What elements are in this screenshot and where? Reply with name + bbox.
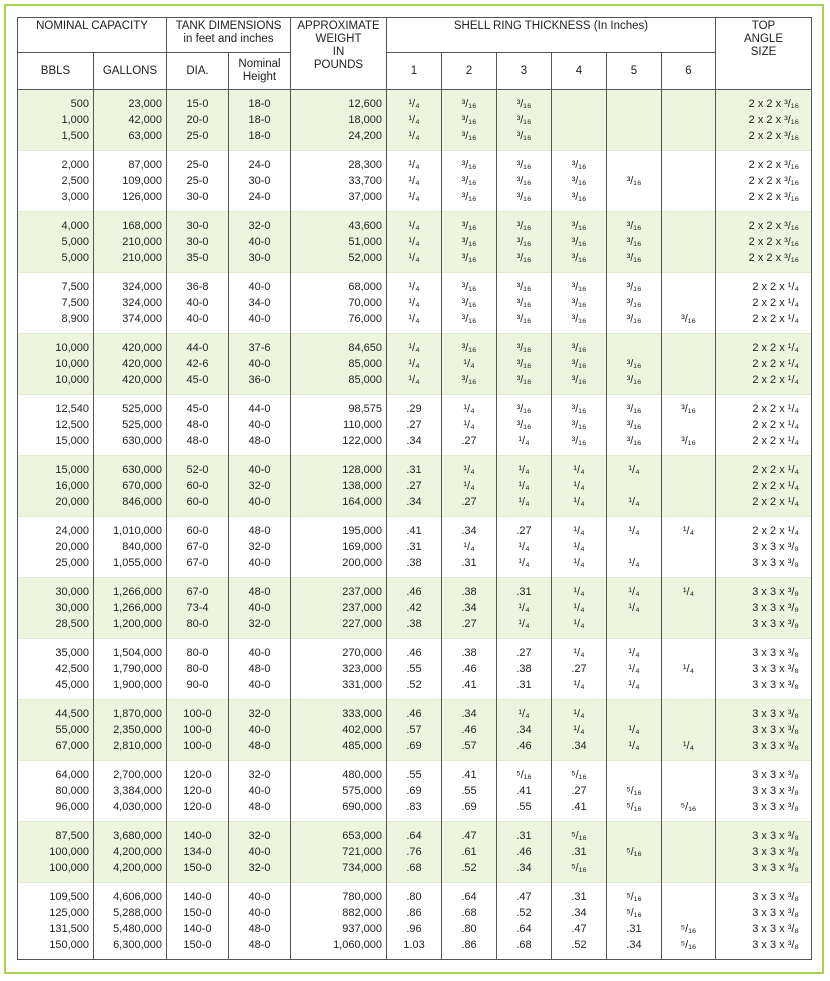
ring-3-cell: ⁵/₁₆ .41 .55 — [497, 761, 552, 822]
nominal-height-header: Nominal Height — [229, 53, 291, 90]
gallons-cell: 630,000 670,000 846,000 — [94, 456, 167, 517]
ring-4-cell: ⁵/₁₆ .27 .41 — [552, 761, 607, 822]
ring-6-cell — [662, 212, 716, 273]
diameter-cell: 67-0 73-4 80-0 — [167, 578, 229, 639]
diameter-cell: 45-0 48-0 48-0 — [167, 395, 229, 456]
ring-6-cell — [662, 456, 716, 517]
ring-1-cell: .46 .55 .52 — [387, 639, 442, 700]
approximate-weight-header: APPROXIMATE WEIGHT IN POUNDS — [291, 18, 387, 90]
ring-2-cell: ¹/₄ ¹/₄ .27 — [442, 395, 497, 456]
top-angle-cell: 3 x 3 x ³/₈ 3 x 3 x ³/₈ 3 x 3 x ³/₈ — [716, 639, 812, 700]
ring-2-cell: ³/₁₆ ³/₁₆ ³/₁₆ — [442, 90, 497, 151]
ring-3-cell: ³/₁₆ ³/₁₆ ³/₁₆ — [497, 334, 552, 395]
top-angle-size-header: TOP ANGLE SIZE — [716, 18, 812, 90]
ring-5-cell: ⁵/₁₆ — [607, 822, 662, 883]
ring-5-cell: ³/₁₆ ³/₁₆ ³/₁₆ — [607, 212, 662, 273]
gallons-cell: 525,000 525,000 630,000 — [94, 395, 167, 456]
top-angle-cell: 2 x 2 x ¹/₄ 2 x 2 x ¹/₄ 2 x 2 x ¹/₄ — [716, 334, 812, 395]
ring-4-cell: ³/₁₆ ³/₁₆ ³/₁₆ — [552, 395, 607, 456]
diameter-cell: 60-0 67-0 67-0 — [167, 517, 229, 578]
ring-1-cell: .29 .27 .34 — [387, 395, 442, 456]
weight-cell: 68,000 70,000 76,000 — [291, 273, 387, 334]
ring-3-cell: .31 .46 .34 — [497, 822, 552, 883]
table-row-group — [18, 822, 812, 883]
diameter-cell: 120-0 120-0 120-0 — [167, 761, 229, 822]
ring-6-cell: ³/₁₆ ³/₁₆ — [662, 395, 716, 456]
gallons-cell: 87,000 109,000 126,000 — [94, 151, 167, 212]
ring-5-cell — [607, 90, 662, 151]
shell-ring-thickness-header: SHELL RING THICKNESS (In Inches) — [387, 18, 716, 53]
gallons-cell: 168,000 210,000 210,000 — [94, 212, 167, 273]
bbls-cell: 15,000 16,000 20,000 — [18, 456, 94, 517]
table-row-group — [18, 334, 812, 395]
gallons-cell: 420,000 420,000 420,000 — [94, 334, 167, 395]
ring-2-cell: .34 ¹/₄ .31 — [442, 517, 497, 578]
top-angle-cell: 3 x 3 x ³/₈ 3 x 3 x ³/₈ 3 x 3 x ³/₈ — [716, 578, 812, 639]
top-angle-cell: 3 x 3 x ³/₈ 3 x 3 x ³/₈ 3 x 3 x ³/₈ — [716, 822, 812, 883]
ring-4-cell: ¹/₄ ¹/₄ ¹/₄ — [552, 578, 607, 639]
diameter-header: DIA. — [167, 53, 229, 90]
ring-3-cell: .27 .38 .31 — [497, 639, 552, 700]
table-row-group — [18, 761, 812, 822]
ring-5-cell: ¹/₄ ¹/₄ — [607, 578, 662, 639]
ring-2-cell: ³/₁₆ ³/₁₆ ³/₁₆ — [442, 151, 497, 212]
ring-3-cell: ³/₁₆ ³/₁₆ ³/₁₆ — [497, 273, 552, 334]
top-angle-cell: 2 x 2 x ¹/₄ 2 x 2 x ¹/₄ 2 x 2 x ¹/₄ — [716, 273, 812, 334]
ring-4-header: 4 — [552, 53, 607, 90]
table-row-group — [18, 883, 812, 960]
ring-6-cell — [662, 151, 716, 212]
height-cell: 40-0 48-0 40-0 — [229, 639, 291, 700]
table-row-group — [18, 212, 812, 273]
ring-2-cell: ¹/₄ ¹/₄ .27 — [442, 456, 497, 517]
height-cell: 32-0 40-0 32-0 — [229, 822, 291, 883]
ring-1-cell: .46 .42 .38 — [387, 578, 442, 639]
bbls-cell: 87,500 100,000 100,000 — [18, 822, 94, 883]
ring-3-cell: ³/₁₆ ³/₁₆ ³/₁₆ — [497, 212, 552, 273]
diameter-cell: 44-0 42-6 45-0 — [167, 334, 229, 395]
gallons-cell: 3,680,000 4,200,000 4,200,000 — [94, 822, 167, 883]
weight-cell: 195,000 169,000 200,000 — [291, 517, 387, 578]
weight-cell: 28,300 33,700 37,000 — [291, 151, 387, 212]
table-row-group — [18, 456, 812, 517]
ring-5-cell: ³/₁₆ ³/₁₆ ³/₁₆ — [607, 273, 662, 334]
diameter-cell: 80-0 80-0 90-0 — [167, 639, 229, 700]
ring-5-cell: ³/₁₆ — [607, 151, 662, 212]
gallons-cell: 1,010,000 840,000 1,055,000 — [94, 517, 167, 578]
weight-cell: 84,650 85,000 85,000 — [291, 334, 387, 395]
ring-6-cell — [662, 334, 716, 395]
weight-cell: 237,000 237,000 227,000 — [291, 578, 387, 639]
ring-5-cell: ⁵/₁₆ ⁵/₁₆ .31 .34 — [607, 883, 662, 960]
diameter-cell: 30-0 30-0 35-0 — [167, 212, 229, 273]
ring-3-cell: ³/₁₆ ³/₁₆ ³/₁₆ — [497, 151, 552, 212]
height-cell: 40-0 34-0 40-0 — [229, 273, 291, 334]
gallons-cell: 1,504,000 1,790,000 1,900,000 — [94, 639, 167, 700]
table-row-group — [18, 700, 812, 761]
weight-cell: 270,000 323,000 331,000 — [291, 639, 387, 700]
height-cell: 32-0 40-0 48-0 — [229, 700, 291, 761]
diameter-cell: 140-0 134-0 150-0 — [167, 822, 229, 883]
table-row-group — [18, 395, 812, 456]
ring-4-cell: ¹/₄ ¹/₄ ¹/₄ — [552, 456, 607, 517]
weight-cell: 333,000 402,000 485,000 — [291, 700, 387, 761]
ring-1-cell: .80 .86 .96 1.03 — [387, 883, 442, 960]
height-cell: 40-0 40-0 48-0 48-0 — [229, 883, 291, 960]
height-cell: 37-6 40-0 36-0 — [229, 334, 291, 395]
table-body — [18, 90, 812, 960]
ring-6-cell: ¹/₄ — [662, 700, 716, 761]
ring-1-cell: ¹/₄ ¹/₄ ¹/₄ — [387, 90, 442, 151]
ring-2-cell: .38 .34 .27 — [442, 578, 497, 639]
ring-2-cell: .38 .46 .41 — [442, 639, 497, 700]
gallons-cell: 23,000 42,000 63,000 — [94, 90, 167, 151]
ring-6-cell — [662, 90, 716, 151]
bbls-cell: 24,000 20,000 25,000 — [18, 517, 94, 578]
ring-2-cell: ³/₁₆ ¹/₄ ³/₁₆ — [442, 334, 497, 395]
height-cell: 48-0 40-0 32-0 — [229, 578, 291, 639]
ring-1-cell: .55 .69 .83 — [387, 761, 442, 822]
height-cell: 40-0 32-0 40-0 — [229, 456, 291, 517]
diameter-cell: 140-0 150-0 140-0 150-0 — [167, 883, 229, 960]
top-angle-cell: 2 x 2 x ¹/₄ 2 x 2 x ¹/₄ 2 x 2 x ¹/₄ — [716, 456, 812, 517]
nominal-capacity-header: NOMINAL CAPACITY — [18, 18, 167, 53]
diameter-cell: 15-0 20-0 25-0 — [167, 90, 229, 151]
ring-1-cell: .41 .31 .38 — [387, 517, 442, 578]
ring-5-cell: ⁵/₁₆ ⁵/₁₆ — [607, 761, 662, 822]
height-cell: 48-0 32-0 40-0 — [229, 517, 291, 578]
ring-2-cell: .64 .68 .80 .86 — [442, 883, 497, 960]
diameter-cell: 100-0 100-0 100-0 — [167, 700, 229, 761]
bbls-cell: 2,000 2,500 3,000 — [18, 151, 94, 212]
height-cell: 24-0 30-0 24-0 — [229, 151, 291, 212]
ring-1-cell: ¹/₄ ¹/₄ ¹/₄ — [387, 273, 442, 334]
ring-2-cell: ³/₁₆ ³/₁₆ ³/₁₆ — [442, 273, 497, 334]
ring-6-cell: ⁵/₁₆ ⁵/₁₆ — [662, 883, 716, 960]
ring-1-cell: ¹/₄ ¹/₄ ¹/₄ — [387, 151, 442, 212]
ring-6-header: 6 — [662, 53, 716, 90]
ring-6-cell: ⁵/₁₆ — [662, 761, 716, 822]
ring-1-cell: .64 .76 .68 — [387, 822, 442, 883]
tank-dimensions-header: TANK DIMENSIONS in feet and inches — [167, 18, 291, 53]
ring-5-cell: ³/₁₆ ³/₁₆ — [607, 334, 662, 395]
gallons-header: GALLONS — [94, 53, 167, 90]
ring-1-cell: ¹/₄ ¹/₄ ¹/₄ — [387, 334, 442, 395]
gallons-cell: 324,000 324,000 374,000 — [94, 273, 167, 334]
table-row-group — [18, 151, 812, 212]
height-cell: 18-0 18-0 18-0 — [229, 90, 291, 151]
top-angle-cell: 3 x 3 x ³/₈ 3 x 3 x ³/₈ 3 x 3 x ³/₈ 3 x 3 x ³/₈ — [716, 883, 812, 960]
diameter-cell: 36-8 40-0 40-0 — [167, 273, 229, 334]
ring-1-cell: ¹/₄ ¹/₄ ¹/₄ — [387, 212, 442, 273]
top-angle-cell: 2 x 2 x ³/₁₆ 2 x 2 x ³/₁₆ 2 x 2 x ³/₁₆ — [716, 90, 812, 151]
weight-cell: 12,600 18,000 24,200 — [291, 90, 387, 151]
ring-4-cell: ¹/₄ ¹/₄ ¹/₄ — [552, 517, 607, 578]
weight-cell: 653,000 721,000 734,000 — [291, 822, 387, 883]
bbls-cell: 12,540 12,500 15,000 — [18, 395, 94, 456]
weight-cell: 43,600 51,000 52,000 — [291, 212, 387, 273]
height-cell: 32-0 40-0 48-0 — [229, 761, 291, 822]
diameter-cell: 25-0 25-0 30-0 — [167, 151, 229, 212]
weight-cell: 98,575 110,000 122,000 — [291, 395, 387, 456]
tank-specifications-table — [17, 17, 812, 960]
gallons-cell: 1,870,000 2,350,000 2,810,000 — [94, 700, 167, 761]
bbls-cell: 4,000 5,000 5,000 — [18, 212, 94, 273]
ring-5-cell: ³/₁₆ ³/₁₆ ³/₁₆ — [607, 395, 662, 456]
top-angle-cell: 2 x 2 x ¹/₄ 3 x 3 x ³/₈ 3 x 3 x ³/₈ — [716, 517, 812, 578]
gallons-cell: 4,606,000 5,288,000 5,480,000 6,300,000 — [94, 883, 167, 960]
table-row-group — [18, 273, 812, 334]
bbls-cell: 30,000 30,000 28,500 — [18, 578, 94, 639]
top-angle-cell: 2 x 2 x ¹/₄ 2 x 2 x ¹/₄ 2 x 2 x ¹/₄ — [716, 395, 812, 456]
bbls-cell: 64,000 80,000 96,000 — [18, 761, 94, 822]
ring-3-cell: ³/₁₆ ³/₁₆ ³/₁₆ — [497, 90, 552, 151]
height-cell: 32-0 40-0 30-0 — [229, 212, 291, 273]
gallons-cell: 1,266,000 1,266,000 1,200,000 — [94, 578, 167, 639]
ring-2-cell: .47 .61 .52 — [442, 822, 497, 883]
weight-cell: 780,000 882,000 937,000 1,060,000 — [291, 883, 387, 960]
ring-6-cell: ¹/₄ — [662, 639, 716, 700]
ring-5-cell: ¹/₄ ¹/₄ — [607, 700, 662, 761]
table-row-group — [18, 90, 812, 151]
ring-6-cell — [662, 822, 716, 883]
ring-4-cell — [552, 90, 607, 151]
bbls-cell: 44,500 55,000 67,000 — [18, 700, 94, 761]
ring-2-cell: .34 .46 .57 — [442, 700, 497, 761]
ring-6-cell: ³/₁₆ — [662, 273, 716, 334]
ring-1-header: 1 — [387, 53, 442, 90]
ring-2-cell: ³/₁₆ ³/₁₆ ³/₁₆ — [442, 212, 497, 273]
ring-3-cell: ³/₁₆ ³/₁₆ ¹/₄ — [497, 395, 552, 456]
bbls-cell: 35,000 42,500 45,000 — [18, 639, 94, 700]
ring-4-cell: ¹/₄ ¹/₄ .34 — [552, 700, 607, 761]
ring-5-header: 5 — [607, 53, 662, 90]
ring-6-cell: ¹/₄ — [662, 517, 716, 578]
top-angle-cell: 3 x 3 x ³/₈ 3 x 3 x ³/₈ 3 x 3 x ³/₈ — [716, 761, 812, 822]
ring-4-cell: ³/₁₆ ³/₁₆ ³/₁₆ — [552, 273, 607, 334]
ring-1-cell: .46 .57 .69 — [387, 700, 442, 761]
ring-4-cell: .31 .34 .47 .52 — [552, 883, 607, 960]
height-cell: 44-0 40-0 48-0 — [229, 395, 291, 456]
table-row-group — [18, 517, 812, 578]
ring-3-cell: .31 ¹/₄ ¹/₄ — [497, 578, 552, 639]
bbls-cell: 7,500 7,500 8,900 — [18, 273, 94, 334]
ring-4-cell: ³/₁₆ ³/₁₆ ³/₁₆ — [552, 212, 607, 273]
ring-2-cell: .41 .55 .69 — [442, 761, 497, 822]
top-angle-cell: 2 x 2 x ³/₁₆ 2 x 2 x ³/₁₆ 2 x 2 x ³/₁₆ — [716, 151, 812, 212]
ring-4-cell: ¹/₄ .27 ¹/₄ — [552, 639, 607, 700]
ring-4-cell: ³/₁₆ ³/₁₆ ³/₁₆ — [552, 151, 607, 212]
ring-4-cell: ³/₁₆ ³/₁₆ ³/₁₆ — [552, 334, 607, 395]
diameter-cell: 52-0 60-0 60-0 — [167, 456, 229, 517]
top-angle-cell: 2 x 2 x ³/₁₆ 2 x 2 x ³/₁₆ 2 x 2 x ³/₁₆ — [716, 212, 812, 273]
weight-cell: 480,000 575,000 690,000 — [291, 761, 387, 822]
bbls-cell: 109,500 125,000 131,500 150,000 — [18, 883, 94, 960]
gallons-cell: 2,700,000 3,384,000 4,030,000 — [94, 761, 167, 822]
ring-3-cell: ¹/₄ ¹/₄ ¹/₄ — [497, 456, 552, 517]
bbls-cell: 10,000 10,000 10,000 — [18, 334, 94, 395]
ring-5-cell: ¹/₄ ¹/₄ ¹/₄ — [607, 639, 662, 700]
table-row-group — [18, 639, 812, 700]
ring-5-cell: ¹/₄ ¹/₄ — [607, 517, 662, 578]
bbls-header: BBLS — [18, 53, 94, 90]
ring-3-header: 3 — [497, 53, 552, 90]
ring-4-cell: ⁵/₁₆ .31 ⁵/₁₆ — [552, 822, 607, 883]
ring-1-cell: .31 .27 .34 — [387, 456, 442, 517]
ring-6-cell: ¹/₄ — [662, 578, 716, 639]
ring-3-cell: .47 .52 .64 .68 — [497, 883, 552, 960]
ring-2-header: 2 — [442, 53, 497, 90]
ring-5-cell: ¹/₄ ¹/₄ — [607, 456, 662, 517]
top-angle-cell: 3 x 3 x ³/₈ 3 x 3 x ³/₈ 3 x 3 x ³/₈ — [716, 700, 812, 761]
table-row-group — [18, 578, 812, 639]
weight-cell: 128,000 138,000 164,000 — [291, 456, 387, 517]
ring-3-cell: ¹/₄ .34 .46 — [497, 700, 552, 761]
ring-3-cell: .27 ¹/₄ ¹/₄ — [497, 517, 552, 578]
bbls-cell: 500 1,000 1,500 — [18, 90, 94, 151]
